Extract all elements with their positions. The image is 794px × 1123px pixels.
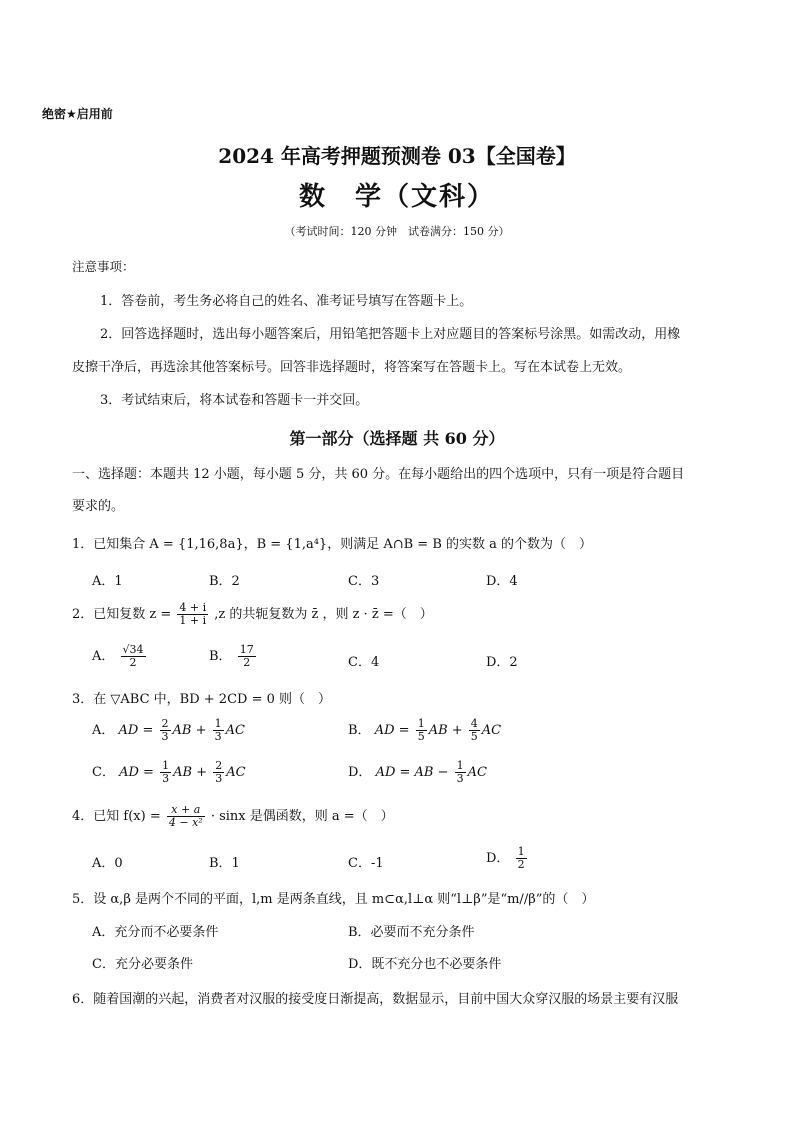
q2-option-b-den: 2 xyxy=(243,656,251,669)
q2-fraction-num: 4 + i xyxy=(179,601,207,614)
q3-option-a-label: A． xyxy=(92,723,115,738)
q3-c-f1-den: 3 xyxy=(162,772,170,785)
q1-option-c: C．3 xyxy=(348,574,380,589)
q2-fraction-den: 1 + i xyxy=(179,614,207,627)
q3-option-b-lhs: AD = xyxy=(374,723,410,738)
q3-option-b-frac-2 xyxy=(469,718,480,743)
q2-option-a-num: √34 xyxy=(122,643,144,656)
q3-option-d-lhs: AD = AB − xyxy=(375,765,449,780)
q2-option-b-label: B． xyxy=(209,649,232,664)
q3-a-f2-den: 3 xyxy=(214,730,222,743)
q3-option-b-frac-1 xyxy=(416,718,427,743)
q3-option-c-label: C． xyxy=(92,765,115,780)
q1-option-d: D．4 xyxy=(486,574,518,589)
notice-item-1: 1．答卷前，考生务必将自己的姓名、准考证号填写在答题卡上。 xyxy=(100,294,473,309)
q3-d-f1-num: 1 xyxy=(456,759,464,772)
question-4-stem xyxy=(72,804,394,829)
q3-option-c-vec-1: AB + xyxy=(173,765,208,780)
q4-stem-pre: 4．已知 f(x) = xyxy=(72,809,161,824)
q3-option-a-vec-2: AC xyxy=(225,723,245,738)
notice-heading: 注意事项： xyxy=(72,259,135,274)
q3-b-f2-den: 5 xyxy=(470,730,478,743)
exam-title: 2024 年高考押题预测卷 03【全国卷】 xyxy=(218,144,576,168)
q3-option-b-vec-2: AC xyxy=(481,723,502,738)
notice-item-2-line-2: 皮擦干净后，再选涂其他答案标号。回答非选择题时，将答案写在答题卡上。写在本试卷上无效。 xyxy=(72,360,632,375)
q3-b-f1-num: 1 xyxy=(417,717,425,730)
q1-option-a: A．1 xyxy=(92,574,123,589)
q4-option-b: B．1 xyxy=(209,856,240,871)
q4-option-d-num: 1 xyxy=(517,845,525,858)
q4-option-d xyxy=(486,846,529,871)
q3-d-f1-den: 3 xyxy=(456,772,464,785)
q5-option-b: B．必要而不充分条件 xyxy=(348,925,475,940)
q2-option-b-num: 17 xyxy=(239,643,254,656)
exam-info: （考试时间：120 分钟 试卷满分：150 分） xyxy=(284,225,510,238)
q3-option-a-frac-2 xyxy=(213,718,224,743)
q4-fraction-num: x + a xyxy=(167,804,205,817)
q3-option-d xyxy=(348,760,487,785)
q2-stem-pre: 2．已知复数 z = xyxy=(72,607,172,622)
q4-option-d-den: 2 xyxy=(517,858,525,871)
q4-option-a: A．0 xyxy=(92,856,123,871)
q3-option-d-vec-1: AC xyxy=(467,765,487,780)
confidential-mark: 绝密★启用前 xyxy=(42,107,113,121)
question-1-stem: 1．已知集合 A = {1,16,8a}，B = {1,a⁴}，则满足 A∩B = B 的实数 a 的个数为（ ） xyxy=(72,537,593,552)
q2-option-a-den: 2 xyxy=(129,656,137,669)
q3-option-d-label: D． xyxy=(348,765,372,780)
part-one-title: 第一部分（选择题 共 60 分） xyxy=(289,429,505,448)
q4-fraction-den: 4 − x² xyxy=(168,816,203,829)
section-intro-line-1: 一、选择题：本题共 12 小题，每小题 5 分，共 60 分。在每小题给出的四个选项中，只有一项是符合题目 xyxy=(72,467,685,482)
question-6-stem: 6．随着国潮的兴起，消费者对汉服的接受度日渐提高，数据显示，目前中国大众穿汉服的场景主要有汉服 xyxy=(72,992,679,1007)
q3-b-f2-num: 4 xyxy=(470,717,478,730)
q3-option-c-frac-1 xyxy=(160,760,171,785)
q3-option-b xyxy=(348,718,501,743)
q3-option-b-vec-1: AB + xyxy=(428,723,463,738)
q1-option-b: B．2 xyxy=(209,574,240,589)
q3-c-f2-num: 2 xyxy=(215,759,223,772)
q2-option-b-fraction xyxy=(238,644,256,669)
subject-title: 数 学（文科） xyxy=(298,182,495,212)
q3-b-f1-den: 5 xyxy=(417,730,425,743)
q3-option-c-vec-2: AC xyxy=(226,765,246,780)
section-intro-line-2: 要求的。 xyxy=(72,499,125,514)
q4-option-c: C．-1 xyxy=(348,856,384,871)
question-2-stem xyxy=(72,602,433,627)
q3-option-a-vec-1: AB + xyxy=(172,723,207,738)
q3-option-a-lhs: AD = xyxy=(118,723,154,738)
q3-option-c-lhs: AD = xyxy=(119,765,154,780)
question-3-stem: 3．在 ▽ABC 中，BD + 2CD = 0 则（ ） xyxy=(72,692,331,707)
q2-stem-post: ,z 的共轭复数为 z̄ ，则 z · z̄ =（ ） xyxy=(214,607,433,622)
q3-option-a xyxy=(92,718,245,743)
q2-option-b xyxy=(209,644,258,669)
q5-option-a: A．充分而不必要条件 xyxy=(92,925,219,940)
q4-stem-post: · sinx 是偶函数，则 a =（ ） xyxy=(210,809,394,824)
q3-option-c-frac-2 xyxy=(213,760,224,785)
q2-option-a xyxy=(92,644,148,669)
question-5-stem: 5．设 α,β 是两个不同的平面，l,m 是两条直线，且 m⊂α,l⊥α 则“l⊥β”是“m//β”的（ ） xyxy=(72,892,595,907)
q3-option-b-label: B． xyxy=(348,723,371,738)
q4-option-d-fraction xyxy=(516,846,527,871)
q5-option-c: C．充分必要条件 xyxy=(92,957,193,972)
q3-a-f1-num: 2 xyxy=(161,717,169,730)
q3-a-f1-den: 3 xyxy=(161,730,169,743)
notice-item-2-line-1: 2．回答选择题时，选出每小题答案后，用铅笔把答题卡上对应题目的答案标号涂黑。如需改动，用橡 xyxy=(100,327,681,342)
q3-option-c xyxy=(92,760,246,785)
q3-a-f2-num: 1 xyxy=(214,717,222,730)
q2-option-c: C．4 xyxy=(348,655,380,670)
q2-fraction xyxy=(177,602,208,627)
q2-option-a-label: A． xyxy=(92,649,115,664)
notice-item-3: 3．考试结束后，将本试卷和答题卡一并交回。 xyxy=(100,393,369,408)
q4-option-d-label: D． xyxy=(486,851,510,866)
q3-c-f1-num: 1 xyxy=(162,759,170,772)
q5-option-d: D．既不充分也不必要条件 xyxy=(348,957,502,972)
q3-option-d-frac-1 xyxy=(455,760,466,785)
q3-option-a-frac-1 xyxy=(160,718,171,743)
q3-c-f2-den: 3 xyxy=(215,772,223,785)
q2-option-a-fraction xyxy=(121,644,146,669)
q4-fraction xyxy=(167,804,205,829)
q2-option-d: D．2 xyxy=(486,655,518,670)
